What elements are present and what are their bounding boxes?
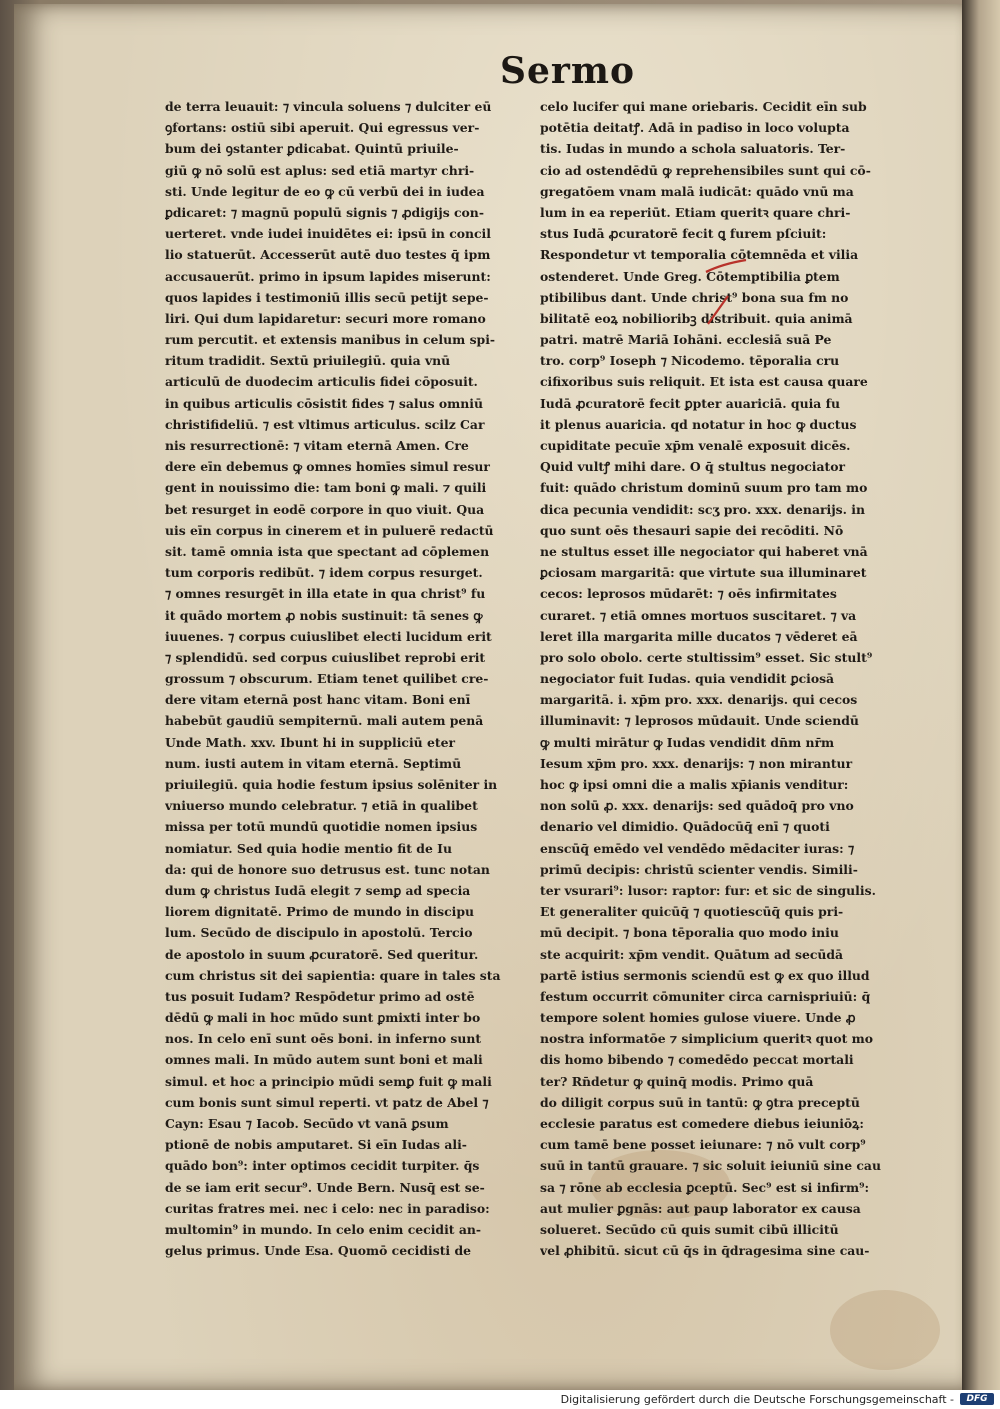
digitization-credit: Digitalisierung gefördert durch die Deutsche Forschungsgemeinschaft -	[560, 1393, 954, 1406]
text-line: ritum tradidit. Sextū priuilegiū. quia vnū	[165, 353, 451, 369]
text-line: articulū de duodecim articulis fidei cōposuit.	[165, 374, 478, 390]
text-line: it quādo mortem ꝓ nobis sustinuit: tā senes ꝙ	[165, 607, 483, 623]
text-line: christifideliū. ⁊ est vltimus articulus. scilz Car	[165, 416, 485, 432]
text-line: aut mulier ꝑgnās: aut paup laborator ex causa	[540, 1200, 861, 1216]
text-line: margaritā. i. xp̄m pro. xxx. denarijs. qui cecos	[540, 692, 858, 708]
text-line: solueret. Secūdo cū quis sumit cibū illicitū	[540, 1221, 839, 1237]
text-line: iuuenes. ⁊ corpus cuiuslibet electi lucidum erit	[165, 628, 492, 644]
text-line: curaret. ⁊ etiā omnes mortuos suscitaret. ⁊ va	[540, 607, 857, 623]
text-line: rum percutit. et extensis manibus in celum spi-	[165, 332, 496, 348]
text-line: festum occurrit cōmuniter circa carnispriuiū: q̄	[540, 988, 871, 1004]
text-line: ⁊ omnes resurgēt in illa etate in qua christ⁹ fu	[165, 586, 486, 602]
left-text-column	[165, 96, 517, 1261]
text-line: nis resurrectionē: ⁊ vitam eternā Amen. Cre	[165, 438, 469, 453]
text-line: cecos: leprosos mūdarēt: ⁊ oēs infirmitates	[540, 586, 837, 602]
text-line: liorem dignitatē. Primo de mundo in discipu	[165, 904, 475, 920]
text-line: lum in ea reperiūt. Etiam queritꝛ quare chri-	[540, 204, 851, 220]
text-line: num. iusti autem in vitam eternā. Septimū	[165, 755, 462, 771]
text-line: lum. Secūdo de discipulo in apostolū. Tercio	[165, 925, 473, 941]
text-line: primū decipis: christū scienter vendis. Simili-	[540, 861, 858, 877]
text-line: dica pecunia vendidit: scʒ pro. xxx. denarijs. in	[540, 501, 866, 517]
text-line: uerteret. vnde iudei inuidētes ei: ipsū in concil	[165, 226, 491, 242]
text-line: uis eīn corpus in cinerem et in puluerē redactū	[165, 522, 494, 538]
text-line: tis. Iudas in mundo a schola saluatoris. Ter-	[540, 141, 846, 157]
dfg-logo: DFG	[960, 1393, 994, 1405]
text-line: missa per totū mundū quotidie nomen ipsius	[165, 819, 478, 835]
text-line: bum dei ꝯstanter ꝑdicabat. Quintū priuile-	[165, 141, 459, 157]
text-line: suū in tantū grauare. ⁊ sic soluit ieiuniū sine cau	[540, 1158, 881, 1174]
text-line: de terra leuauit: ⁊ vincula soluens ⁊ dulciter eū	[165, 99, 492, 114]
text-line: ne stultus esset ille negociator qui haberet vnā	[540, 543, 868, 559]
text-line: cifixoribus suis reliquit. Et ista est causa quare	[540, 374, 868, 390]
text-line: negociator fuit Iudas. quia vendidit ꝑciosā	[540, 671, 835, 687]
text-line: bet resurget in eodē corpore in quo viuit. Qua	[165, 501, 485, 517]
text-line: accusauerūt. primo in ipsum lapides miserunt:	[165, 268, 491, 284]
text-line: sa ⁊ rōne ab ecclesia ꝑceptū. Sec⁹ est si infirm⁹:	[540, 1179, 870, 1195]
text-line: ⁊ splendidū. sed corpus cuiuslibet reprobi erit	[165, 649, 486, 665]
text-line: Unde Math. xxv. Ibunt hi in suppliciū eter	[165, 734, 456, 750]
text-line: sit. tamē omnia ista que spectant ad cōplemen	[165, 543, 490, 559]
text-line: tro. corp⁹ Ioseph ⁊ Nicodemo. tēporalia cru	[540, 353, 840, 369]
text-line: lio statuerūt. Accesserūt autē duo testes q̄ ipm	[165, 247, 491, 263]
text-line: gent in nouissimo die: tam boni ꝙ mali. ⁊ quili	[165, 480, 487, 496]
text-line: Cayn: Esau ⁊ Iacob. Secūdo vt vanā ꝑsum	[165, 1116, 449, 1131]
text-line: ostenderet. Unde Greg. Cōtemptibilia ꝑtem	[540, 268, 840, 284]
text-line: tus posuit Iudam? Respōdetur primo ad ostē	[165, 988, 475, 1004]
text-line: vel ꝓhibitū. sicut cū q̄s in q̄dragesima sine cau-	[540, 1243, 870, 1259]
text-line: illuminavit: ⁊ leprosos mūdauit. Unde sciendū	[540, 713, 859, 729]
text-line: cum tamē bene posset ieiunare: ⁊ nō vult corp⁹	[540, 1137, 866, 1153]
text-line: giū ꝙ nō solū est aplus: sed etiā martyr chri-	[165, 162, 475, 178]
text-line: habebūt gaudiū sempiternū. mali autem penā	[165, 713, 484, 729]
text-line: ꝯfortans: ostiū sibi aperuit. Qui egressus ver-	[165, 120, 480, 136]
text-line: ter vsurari⁹: lusor: raptor: fur: et sic de singulis.	[540, 882, 876, 898]
text-line: ꝑciosam margaritā: que virtute sua illuminaret	[540, 565, 867, 581]
running-head: Sermo	[500, 50, 635, 92]
text-line: de apostolo in suum ꝓcuratorē. Sed queritur.	[165, 946, 479, 962]
text-line: pro solo obolo. certe stultissim⁹ esset. Sic stult⁹	[540, 649, 873, 665]
text-line: dere eīn debemus ꝙ omnes homīes simul resur	[165, 459, 490, 475]
text-line: gelus primus. Unde Esa. Quomō cecidisti de	[165, 1243, 471, 1259]
text-line: ꝑdicaret: ⁊ magnū populū signis ⁊ ꝓdigijs con-	[165, 204, 484, 220]
text-line: denario vel dimidio. Quādocūq̄ enī ⁊ quoti	[540, 819, 830, 835]
text-line: sti. Unde legitur de eo ꝙ cū verbū dei in iudea	[165, 183, 485, 199]
text-line: partē istius sermonis sciendū est ꝙ ex quo illud	[540, 967, 870, 983]
text-line: quo sunt oēs thesauri sapie dei recōditi. Nō	[540, 522, 844, 538]
text-line: de se iam erit secur⁹. Unde Bern. Nusq̄ est se-	[165, 1179, 485, 1195]
text-line: quādo bon⁹: inter optimos cecidit turpiter. q̄s	[165, 1158, 480, 1174]
text-line: do diligit corpus suū in tantū: ꝙ ꝯtra preceptū	[540, 1094, 860, 1110]
text-line: ter? Rn̄detur ꝙ quinq̄ modis. Primo quā	[540, 1073, 814, 1089]
text-line: Quid vultꝭ mihi dare. O q̄ stultus negociator	[540, 459, 846, 475]
text-line: dum ꝙ christus Iudā elegit ⁊ semꝑ ad specia	[165, 882, 471, 898]
text-line: leret illa margarita mille ducatos ⁊ vēderet eā	[540, 628, 858, 644]
text-line: simul. et hoc a principio mūdi semꝑ fuit ꝙ mali	[165, 1073, 492, 1089]
text-line: ꝙ multi mirātur ꝙ Iudas vendidit dn̄m nr̄m	[540, 734, 835, 750]
text-line: nomiatur. Sed quia hodie mentio fit de Iu	[165, 840, 452, 856]
text-line: ecclesie paratus est comedere diebus ieiuniōꝝ:	[540, 1116, 864, 1131]
text-line: celo lucifer qui mane oriebaris. Cecidit eīn sub	[540, 99, 867, 114]
text-line: enscūq̄ emēdo vel vendēdo mēdaciter iuras: ⁊	[540, 840, 855, 856]
text-line: gregatōem vnam malā iudicāt: quādo vnū ma	[540, 183, 854, 199]
text-line: cum bonis sunt simul reperti. vt patz de Abel ⁊	[165, 1094, 489, 1110]
text-line: dēdū ꝙ mali in hoc mūdo sunt ꝑmixti inter bo	[165, 1010, 481, 1026]
text-line: Et generaliter quicūq̄ ⁊ quotiescūq̄ quis pri-	[540, 904, 844, 920]
text-line: bilitatē eoꝝ nobilioribꝫ distribuit. quia animā	[540, 310, 853, 326]
text-line: potētia deitatꝭ. Adā in padiso in loco volupta	[540, 120, 850, 136]
text-line: Iudā ꝓcuratorē fecit ꝑpter auariciā. quia fu	[540, 395, 840, 411]
text-line: dere vitam eternā post hanc vitam. Boni enī	[165, 692, 471, 708]
text-line: it plenus auaricia. qd notatur in hoc ꝙ ductus	[540, 416, 857, 432]
paper-stain	[830, 1290, 940, 1370]
text-line: tempore solent homies gulose viuere. Unde ꝓ	[540, 1010, 856, 1026]
red-ink-annotation	[700, 258, 752, 328]
text-line: Iesum xp̄m pro. xxx. denarijs: ⁊ non mirantur	[540, 755, 853, 771]
text-line: curitas fratres mei. nec i celo: nec in paradiso:	[165, 1200, 490, 1216]
text-line: ptibilibus dant. Unde christ⁹ bona sua fm no	[540, 289, 849, 305]
text-line: patri. matrē Mariā Iohāni. ecclesiā suā Pe	[540, 332, 832, 348]
text-line: stus Iudā ꝓcuratorē fecit ꝗ furem pſciuit:	[540, 226, 827, 242]
page-edge	[962, 0, 1000, 1390]
text-line: hoc ꝙ ipsi omni die a malis xp̄ianis venditur:	[540, 777, 849, 792]
text-line: tum corporis redibūt. ⁊ idem corpus resurget.	[165, 565, 483, 581]
text-line: cio ad ostendēdū ꝙ reprehensibiles sunt qui cō-	[540, 162, 871, 178]
text-line: ptionē de nobis amputaret. Si eīn Iudas ali-	[165, 1137, 467, 1153]
text-line: grossum ⁊ obscurum. Etiam tenet quilibet cre-	[165, 671, 489, 687]
text-line: da: qui de honore suo detrusus est. tunc notan	[165, 861, 490, 877]
text-line: ste acquirit: xp̄m vendit. Quātum ad secūdā	[540, 946, 844, 962]
text-line: nostra informatōe ⁊ simplicium queritꝛ quot mo	[540, 1031, 874, 1047]
text-line: cum christus sit dei sapientia: quare in tales sta	[165, 967, 501, 983]
text-line: multomin⁹ in mundo. In celo enim cecidit an-	[165, 1221, 481, 1237]
text-line: priuilegiū. quia hodie festum ipsius solēniter in	[165, 777, 498, 792]
text-line: quos lapides i testimoniū illis secū petijt sepe-	[165, 289, 489, 305]
text-line: mū decipit. ⁊ bona tēporalia quo modo iniu	[540, 925, 839, 941]
text-line: nos. In celo enī sunt oēs boni. in inferno sunt	[165, 1031, 482, 1047]
text-line: cupiditate pecuīe xp̄m venalē exposuit dicēs.	[540, 438, 851, 453]
text-line: Respondetur vt temporalia cōtemnēda et vilia	[540, 247, 859, 263]
text-line: dis homo bibendo ⁊ comedēdo peccat mortali	[540, 1052, 854, 1068]
text-line: non solū ꝓ. xxx. denarijs: sed quādoq̄ pro vno	[540, 798, 854, 814]
text-line: liri. Qui dum lapidaretur: securi more romano	[165, 310, 486, 326]
text-line: fuit: quādo christum dominū suum pro tam mo	[540, 480, 868, 496]
text-line: vniuerso mundo celebratur. ⁊ etiā in qualibet	[165, 798, 478, 814]
text-line: in quibus articulis cōsistit fides ⁊ salus omniū	[165, 395, 483, 411]
text-line: omnes mali. In mūdo autem sunt boni et mali	[165, 1052, 483, 1068]
